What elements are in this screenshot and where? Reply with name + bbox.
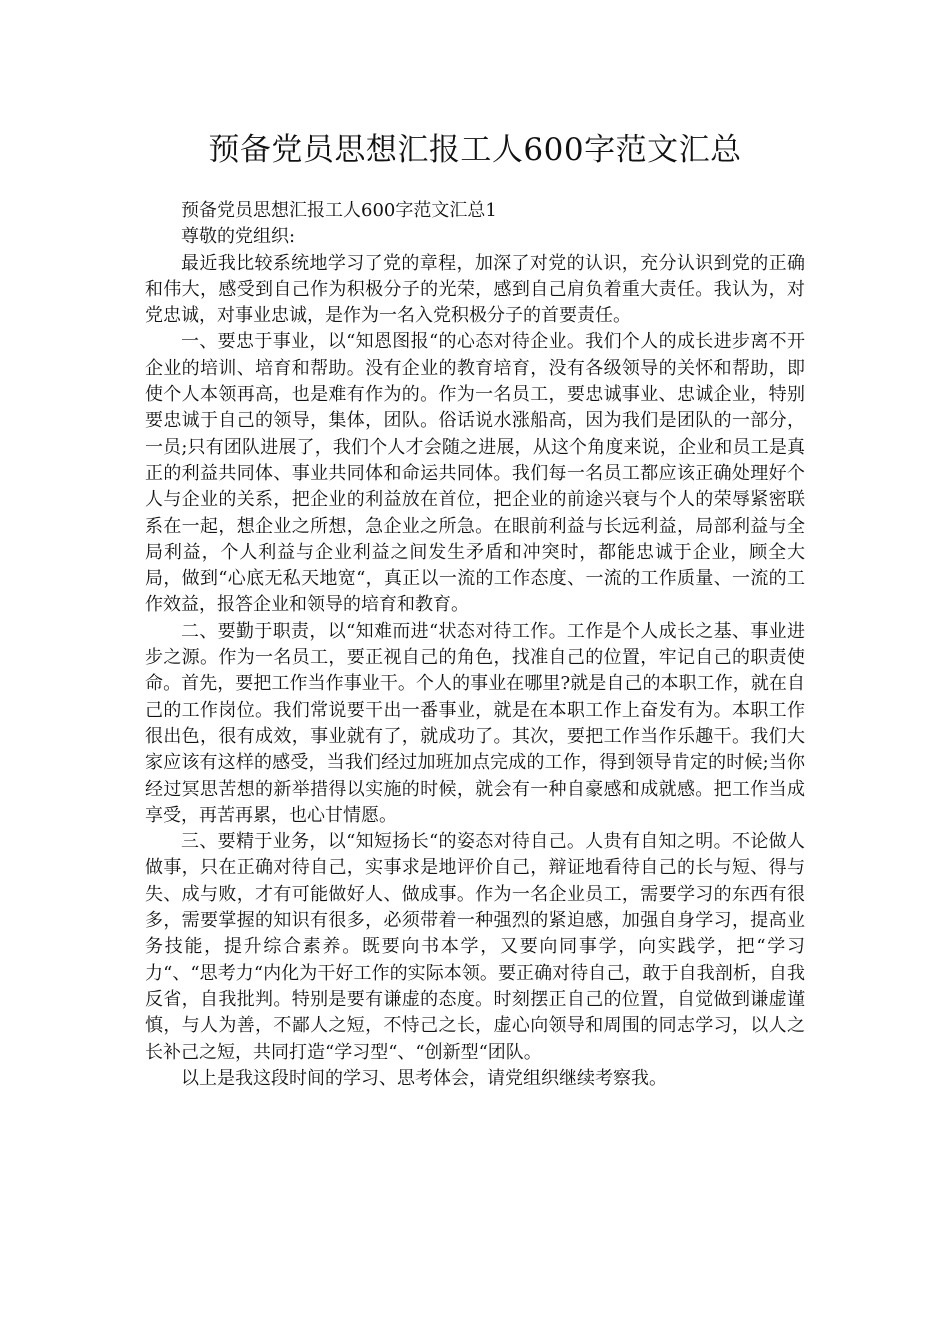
- salutation: 尊敬的党组织:: [181, 226, 296, 248]
- paragraph-skills: 三、要精于业务，以“知短扬长“的姿态对待自己。人贵有自知之明。不论做人做事，只在正确对待自己，实事求是地评价自己，辩证地看待自己的长与短、得与失、成与败，才有可能做好人、做成事。作为一名企业员工，需要学习的东西有很多，需要掌握的知识有很多，必须带着一种强烈的紧迫感，加强自身学习，提高业务技能，提升综合素养。既要向书本学，又要向同事学，向实践学，把“学习力“、“思考力“内化为干好工作的实际本领。要正确对待自己，敢于自我剖析，自我反省，自我批判。特别是要有谦虚的态度。时刻摆正自己的位置，自觉做到谦虚谨慎，与人为善，不鄙人之短，不恃己之长，虚心向领导和周围的同志学习，以人之长补己之短，共同打造“学习型“、“创新型“团队。: [145, 831, 805, 1063]
- document-body: [145, 198, 805, 1092]
- paragraph-loyalty: 一、要忠于事业，以“知恩图报“的心态对待企业。我们个人的成长进步离不开企业的培训、培育和帮助。没有企业的教育培育，没有各级领导的关怀和帮助，即使个人本领再高，也是难有作为的。作为一名员工，要忠诚事业、忠诚企业，特别要忠诚于自己的领导，集体，团队。俗话说水涨船高，因为我们是团队的一部分，一员;只有团队进展了，我们个人才会随之进展，从这个角度来说，企业和员工是真正的利益共同体、事业共同体和命运共同体。我们每一名员工都应该正确处理好个人与企业的关系，把企业的利益放在首位，把企业的前途兴衰与个人的荣辱紧密联系在一起，想企业之所想，急企业之所急。在眼前利益与长远利益，局部利益与全局利益，个人利益与企业利益之间发生矛盾和冲突时，都能忠诚于企业，顾全大局，做到“心底无私天地宽“，真正以一流的工作态度、一流的工作质量、一流的工作效益，报答企业和领导的培育和教育。: [145, 331, 805, 616]
- paragraph-closing: 以上是我这段时间的学习、思考体会，请党组织继续考察我。: [181, 1067, 667, 1089]
- paragraph-duty: 二、要勤于职责，以“知难而进“状态对待工作。工作是个人成长之基、事业进步之源。作为一名员工，要正视自己的角色，找准自己的位置，牢记自己的职责使命。首先，要把工作当作事业干。个人的事业在哪里?就是自己的本职工作，就在自己的工作岗位。我们常说要干出一番事业，就是在本职工作上奋发有为。本职工作很出色，很有成效，事业就有了，就成功了。其次，要把工作当作乐趣干。我们大家应该有这样的感受，当我们经过加班加点完成的工作，得到领导肯定的时候;当你经过冥思苦想的新举措得以实施的时候，就会有一种自豪感和成就感。把工作当成享受，再苦再累，也心甘情愿。: [145, 620, 805, 826]
- document-subtitle: 预备党员思想汇报工人600字范文汇总1: [181, 200, 497, 221]
- paragraph-intro: 最近我比较系统地学习了党的章程，加深了对党的认识，充分认识到党的正确和伟大，感受到自己作为积极分子的光荣，感到自己肩负着重大责任。我认为，对党忠诚，对事业忠诚，是作为一名入党积极分子的首要责任。: [145, 252, 805, 327]
- document-title: 预备党员思想汇报工人600字范文汇总: [208, 132, 742, 168]
